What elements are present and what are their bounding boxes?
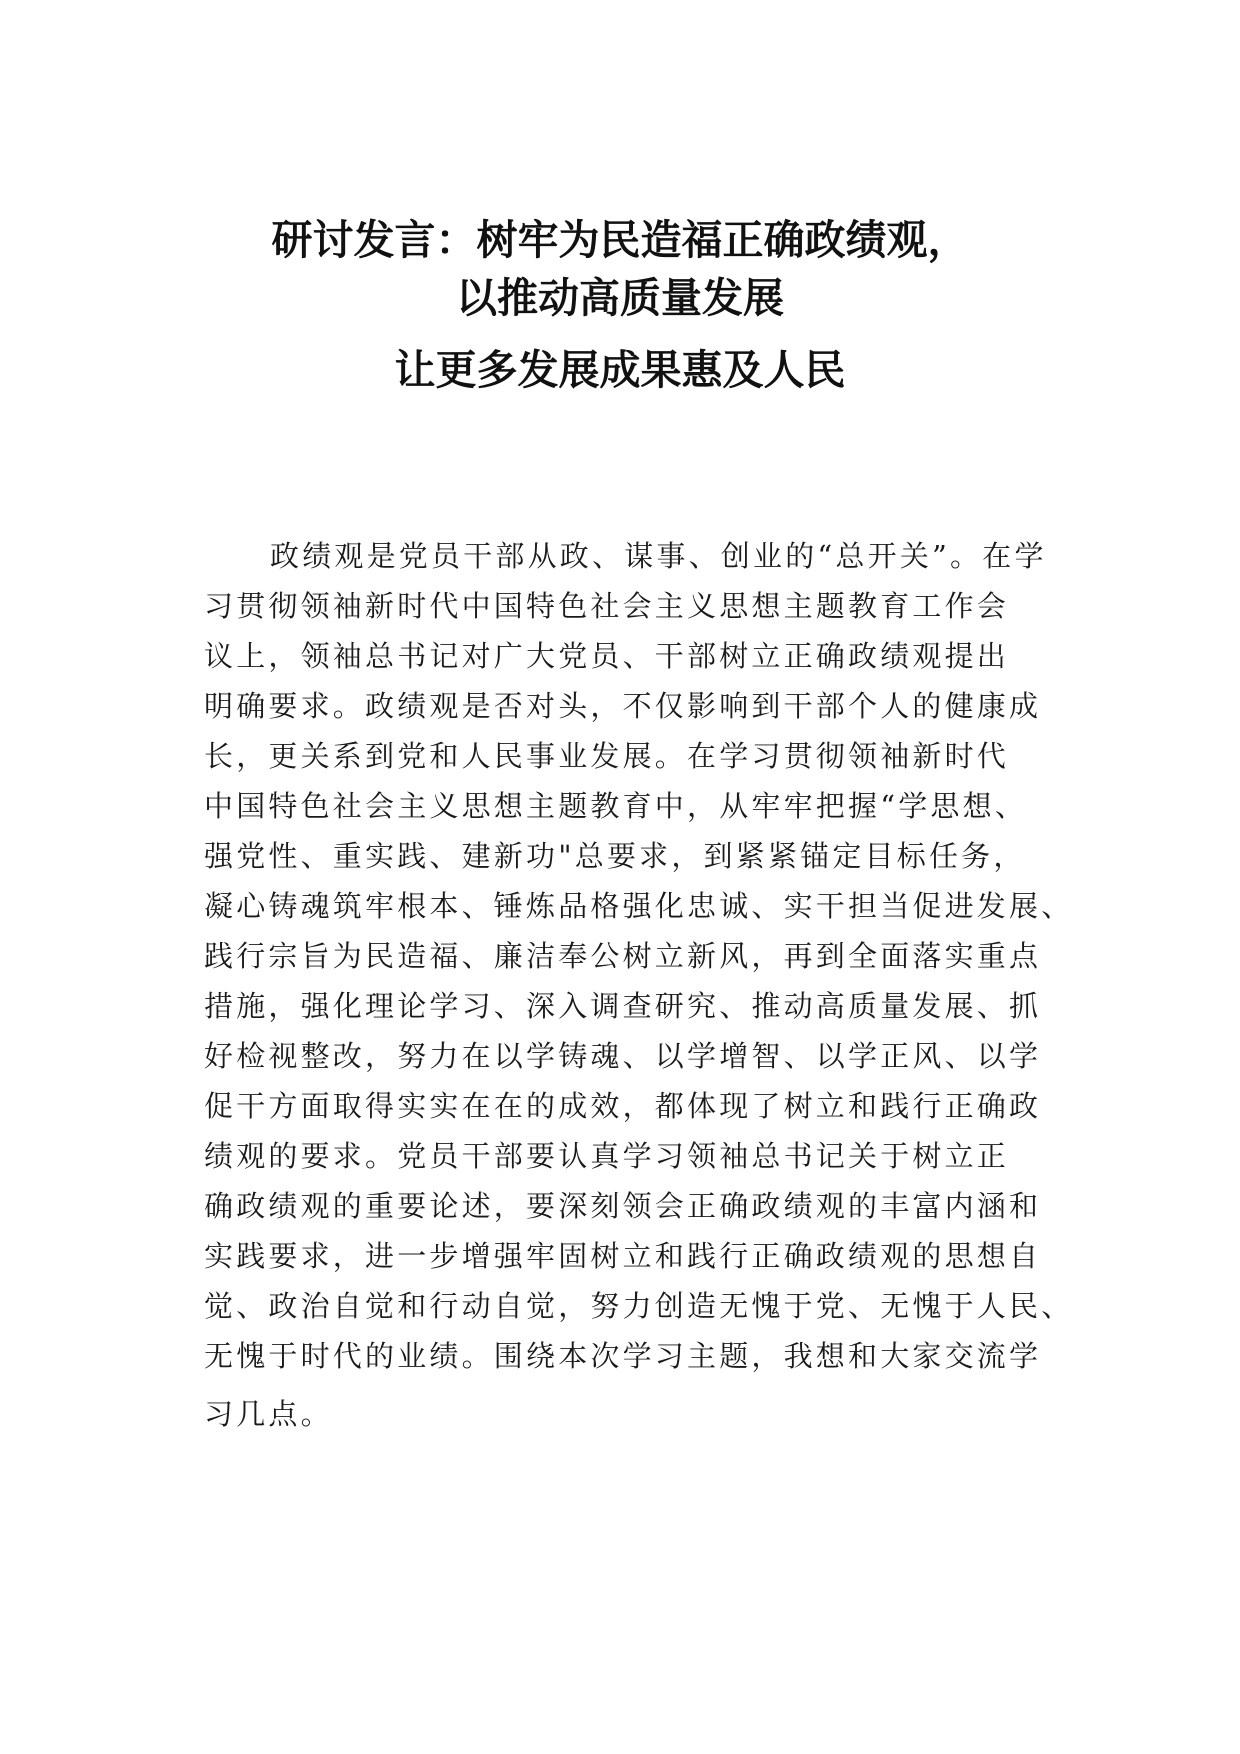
title-line-2: 以推动高质量发展 xyxy=(456,274,784,322)
paragraph-line: 明确要求。政绩观是否对头，不仅影响到干部个人的健康成 xyxy=(204,689,1042,723)
paragraph-line: 习贯彻领袖新时代中国特色社会主义思想主题教育工作会 xyxy=(204,589,1010,623)
paragraph-line: 议上，领袖总书记对广大党员、干部树立正确政绩观提出 xyxy=(204,639,1010,673)
paragraph-line: 绩观的要求。党员干部要认真学习领袖总书记关于树立正 xyxy=(204,1139,1010,1173)
paragraph-line: 好检视整改，努力在以学铸魂、以学增智、以学正风、以学 xyxy=(204,1039,1042,1073)
paragraph-line: 习几点。 xyxy=(204,1397,333,1431)
title-line-3: 让更多发展成果惠及人民 xyxy=(394,346,846,394)
paragraph-line: 觉、政治自觉和行动自觉，努力创造无愧于党、无愧于人民、 xyxy=(204,1289,1074,1323)
paragraph-line: 凝心铸魂筑牢根本、锤炼品格强化忠诚、实干担当促进发展、 xyxy=(204,889,1074,923)
paragraph-line: 强党性、重实践、建新功"总要求，到紧紧锚定目标任务， xyxy=(204,839,1026,873)
paragraph-line: 确政绩观的重要论述，要深刻领会正确政绩观的丰富内涵和 xyxy=(204,1189,1042,1223)
paragraph-line: 中国特色社会主义思想主题教育中，从牢牢把握“学思想、 xyxy=(204,789,1028,823)
title-line-1: 研讨发言：树牢为民造福正确政绩观， xyxy=(271,216,969,264)
paragraph-line: 践行宗旨为民造福、廉洁奉公树立新风，再到全面落实重点 xyxy=(204,939,1042,973)
paragraph-line: 措施，强化理论学习、深入调查研究、推动高质量发展、抓 xyxy=(204,989,1042,1023)
paragraph-line: 实践要求，进一步增强牢固树立和践行正确政绩观的思想自 xyxy=(204,1239,1042,1273)
paragraph-line: 长，更关系到党和人民事业发展。在学习贯彻领袖新时代 xyxy=(204,739,1010,773)
paragraph-line: 政绩观是党员干部从政、谋事、创业的“总开关”。在学 xyxy=(270,539,1047,573)
paragraph-line: 无愧于时代的业绩。围绕本次学习主题，我想和大家交流学 xyxy=(204,1339,1042,1373)
paragraph-line: 促干方面取得实实在在的成效，都体现了树立和践行正确政 xyxy=(204,1089,1042,1123)
